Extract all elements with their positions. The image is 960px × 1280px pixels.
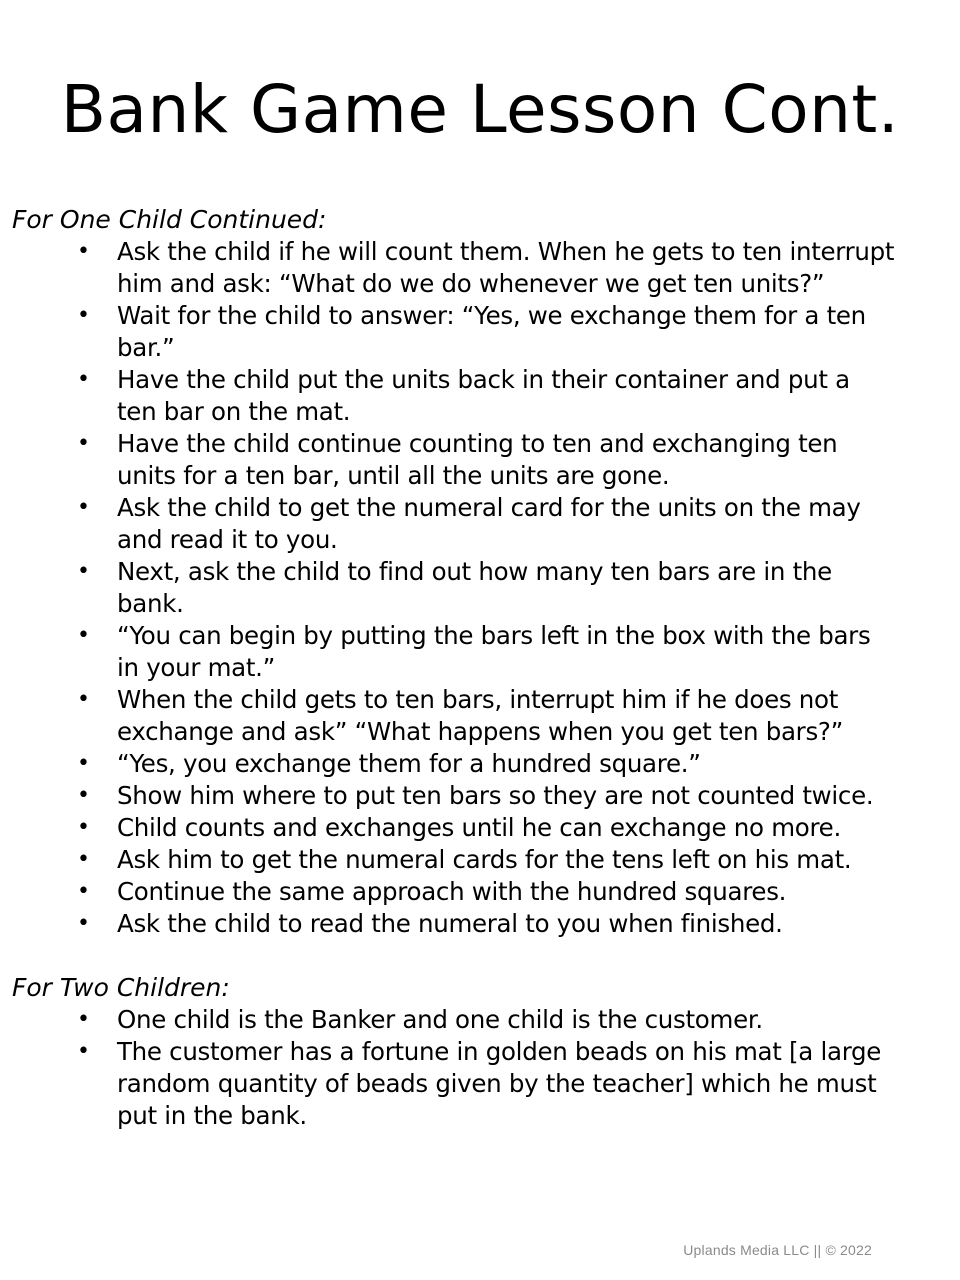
list-item-text-line: exchange and ask” “What happens when you get ten bars?”	[117, 717, 844, 746]
list-item	[0, 876, 960, 908]
bullet-list-one-child	[0, 236, 960, 940]
list-item-text-line: Next, ask the child to find out how many ten bars are in the	[117, 557, 832, 586]
bullet-icon: •	[77, 911, 90, 936]
bullet-icon: •	[77, 623, 90, 648]
list-item-text-line: Continue the same approach with the hundred squares.	[117, 877, 787, 906]
list-item-text-line: and read it to you.	[117, 525, 338, 554]
bullet-icon: •	[77, 495, 90, 520]
list-item	[0, 556, 960, 620]
list-item	[0, 748, 960, 780]
bullet-icon: •	[77, 239, 90, 264]
list-item-text-line: Ask him to get the numeral cards for the tens left on his mat.	[117, 845, 852, 874]
list-item	[0, 1036, 960, 1132]
list-item-text-line: him and ask: “What do we do whenever we get ten units?”	[117, 269, 825, 298]
bullet-icon: •	[77, 1007, 90, 1032]
bullet-icon: •	[77, 687, 90, 712]
bullet-icon: •	[77, 431, 90, 456]
list-item-text-line: bank.	[117, 589, 184, 618]
bullet-icon: •	[77, 303, 90, 328]
bullet-icon: •	[77, 783, 90, 808]
list-item-text-line: Have the child put the units back in their container and put a	[117, 365, 850, 394]
bullet-icon: •	[77, 751, 90, 776]
list-item-text-line: units for a ten bar, until all the units are gone.	[117, 461, 670, 490]
list-item	[0, 428, 960, 492]
bullet-icon: •	[77, 559, 90, 584]
list-item-text-line: put in the bank.	[117, 1101, 307, 1130]
list-item-text-line: random quantity of beads given by the teacher] which he must	[117, 1069, 877, 1098]
list-item-text-line: Ask the child to read the numeral to you when finished.	[117, 909, 783, 938]
list-item-text-line: bar.”	[117, 333, 175, 362]
list-item-text-line: When the child gets to ten bars, interrupt him if he does not	[117, 685, 839, 714]
list-item	[0, 236, 960, 300]
list-item	[0, 780, 960, 812]
page-title: Bank Game Lesson Cont.	[60, 71, 900, 148]
list-item	[0, 364, 960, 428]
bullet-icon: •	[77, 1039, 90, 1064]
list-item-text-line: The customer has a fortune in golden beads on his mat [a large	[117, 1037, 882, 1066]
list-item-text-line: Child counts and exchanges until he can exchange no more.	[117, 813, 841, 842]
list-item-text-line: Wait for the child to answer: “Yes, we exchange them for a ten	[117, 301, 866, 330]
list-item-text-line: Show him where to put ten bars so they are not counted twice.	[117, 781, 874, 810]
footer-copyright: Uplands Media LLC || © 2022	[683, 1242, 872, 1258]
list-item	[0, 1004, 960, 1036]
section-heading-one-child: For One Child Continued:	[12, 205, 327, 234]
list-item-text-line: “You can begin by putting the bars left in the box with the bars	[117, 621, 871, 650]
bullet-icon: •	[77, 879, 90, 904]
list-item-text-line: Ask the child if he will count them. When he gets to ten interrupt	[117, 237, 895, 266]
list-item	[0, 844, 960, 876]
list-item-text-line: in your mat.”	[117, 653, 276, 682]
section-heading-two-children: For Two Children:	[12, 973, 230, 1002]
list-item	[0, 812, 960, 844]
bullet-icon: •	[77, 367, 90, 392]
list-item	[0, 620, 960, 684]
list-item-text-line: Have the child continue counting to ten and exchanging ten	[117, 429, 838, 458]
list-item	[0, 684, 960, 748]
bullet-icon: •	[77, 815, 90, 840]
bullet-list-two-children	[0, 1004, 960, 1132]
bullet-icon: •	[77, 847, 90, 872]
list-item-text-line: One child is the Banker and one child is the customer.	[117, 1005, 763, 1034]
list-item	[0, 492, 960, 556]
list-item-text-line: “Yes, you exchange them for a hundred square.”	[117, 749, 701, 778]
list-item	[0, 908, 960, 940]
list-item	[0, 300, 960, 364]
list-item-text-line: ten bar on the mat.	[117, 397, 351, 426]
list-item-text-line: Ask the child to get the numeral card for the units on the may	[117, 493, 861, 522]
